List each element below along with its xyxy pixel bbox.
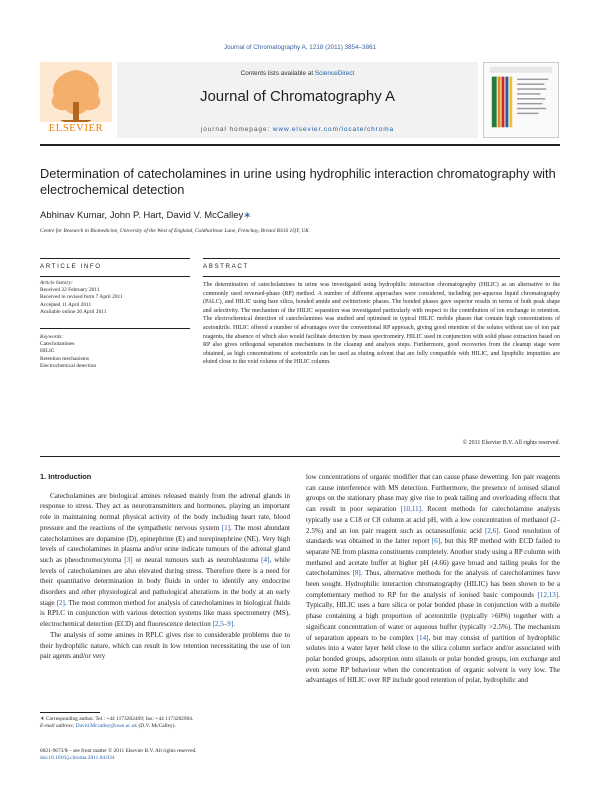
text-run: or neural tumours such as neuroblastoma <box>132 555 262 564</box>
citation-link[interactable]: [1] <box>221 523 230 532</box>
citation-link[interactable]: [3] <box>124 555 133 564</box>
abstract-heading: ABSTRACT <box>203 263 249 270</box>
keyword-item: Catecholamines <box>40 341 75 348</box>
abstract-top-rule <box>203 258 560 259</box>
authors-text: Abhinav Kumar, John P. Hart, David V. McCalley <box>40 210 244 221</box>
text-run: . The most common method for analysis of catecholamines in biological fluids is RPLC in conjunction with various detection systems like mass spectrometry (MS), electrochemical detection (ECD) and fluorescence detection <box>40 598 290 629</box>
contents-prefix: Contents lists available at <box>240 70 315 77</box>
email-line <box>40 723 280 730</box>
text-run: . The most abundant catecholamines are dopamine (D), epinephrine (E) and norepinephrine (NE). Very high levels of catecholamines in plasma and/or urine indicate tumours of the adrenal gland such as pheochromocytoma <box>40 523 290 564</box>
citation-link[interactable]: [12,13] <box>537 590 559 599</box>
citation-link[interactable]: [8] <box>352 569 361 578</box>
abstract-text: The determination of catecholamines in urine was investigated using hydrophilic interaction chromatography (HILIC) as an alternative to the commonly used reversed-phase (RP) method. A number of different approaches were considered, including per-aqueous liquid chromatography (PALC), and HILIC using bare silica, bonded amide and zwitterionic phases. The bonded phases gave superior results in terms of both peak shape and selectivity. The mechanism of the HILIC separation was investigated particularly with respect to the contribution of ion exchange to retention. The electrochemical detection of catecholamines was studied and optimised in typical HILIC mobile phases that contain high concentrations of acetonitrile. HILIC offered a number of advantages over the conventional RP approach, giving good retention of the solutes without use of ion pair reagents, the absence of which also would facilitate detection by mass spectrometry. HILIC used in conjunction with solid phase extraction based on RP also gives orthogonal separation mechanisms in the cleanup and analysis steps. Furthermore, good recoveries from the cleanup stage were obtained, as high concentrations of acetonitrile can be used as eluting solvent that are fully compatible with HILIC, and lipophilic impurities are eluted close to the void volume of the HILIC column. <box>203 282 560 366</box>
article-info-top-rule <box>40 258 190 259</box>
text-run: . Good resolution of standards was obtained in the latter report <box>306 526 560 546</box>
elsevier-wordmark: ELSEVIER <box>48 123 104 134</box>
keyword-item: HILIC <box>40 348 55 355</box>
keyword-item: Electrochemical detection <box>40 362 97 369</box>
abstract-rule <box>203 276 560 277</box>
article-info-heading: ARTICLE INFO <box>40 263 102 270</box>
intro-paragraph-3 <box>306 472 560 686</box>
article-info-rule <box>40 276 190 277</box>
citation-link[interactable]: [2,6] <box>485 526 499 535</box>
contents-available <box>117 70 478 77</box>
copyright-notice: © 2011 Elsevier B.V. All rights reserved. <box>462 440 560 446</box>
homepage-link[interactable]: www.elsevier.com/locate/chroma <box>272 126 395 133</box>
history-revised: Received in revised form 7 April 2011 <box>40 294 123 301</box>
history-label: Article history: <box>40 280 73 286</box>
history-online: Available online 20 April 2011 <box>40 308 107 315</box>
citation-link[interactable]: [2] <box>56 598 65 607</box>
sciencedirect-link[interactable]: ScienceDirect <box>314 70 355 77</box>
section-title-introduction: 1. Introduction <box>40 472 92 481</box>
history-received: Received 22 February 2011 <box>40 287 100 294</box>
citation-link[interactable]: [4] <box>261 555 270 564</box>
issn-line: 0021-9673/$ – see front matter © 2011 Elsevier B.V. All rights reserved. <box>40 748 197 754</box>
article-title: Determination of catecholamines in urine using hydrophilic interaction chromatography with electrochemical detection <box>40 166 556 197</box>
history-accepted: Accepted 11 April 2011 <box>40 301 92 308</box>
keywords-label: Keywords: <box>40 334 64 340</box>
journal-title: Journal of Chromatography A <box>199 88 396 105</box>
text-run: low concentrations of organic modifier that can cause phase dewetting. Ion pair reagents can cause interference with MS detection. Furthermore, the presence of ionised silanol groups on the stationary phase may give rise to peak tailing and overloading effects that can result in poor separation <box>306 473 560 514</box>
text-run: . <box>233 620 235 629</box>
front-matter-info <box>40 748 300 762</box>
journal-citation: Journal of Chromatography A, 1218 (2011) 3854–3861 <box>223 44 377 51</box>
journal-homepage <box>117 126 478 133</box>
abstract-bottom-rule <box>40 456 560 457</box>
intro-paragraph-2: The analysis of some amines in RPLC gives rise to considerable problems due to their hydrophilic nature, which can result in low retention necessitating the use of ion pair agents and/or very <box>40 630 290 661</box>
text-run: , but this RP method with ECD failed to separate NE from plasma constituents completely. Another study using a RP column with methanol and acetate buffer at higher pH (4.66) gave broad and tailing peaks for the catecholamines <box>306 537 560 578</box>
header-rule <box>40 144 560 146</box>
doi-link[interactable]: doi:10.1016/j.chroma.2011.04.034 <box>40 755 115 762</box>
intro-paragraph-1 <box>40 491 290 630</box>
text-run: , while levels of catecholamines are also elevated during stress. Therefore there is a need for their quantitative determination in body fluids in order to identify any endocrine disorders and other physiological and pathological alterations in the body at an early stage <box>40 555 290 607</box>
keyword-item: Retention mechanisms <box>40 355 89 362</box>
text-run: . Typically, HILIC uses a bare silica or polar bonded phase in conjunction with a mobile phase containing a high proportion of acetonitrile (typically >60%) together with a significant concentration of water or aqueous buffer (typically >2.5%). The mechanism of separation appears to be complex <box>306 590 560 642</box>
keywords-block <box>40 334 190 370</box>
corresponding-footnote <box>40 716 280 730</box>
citation-link[interactable]: [6] <box>431 537 441 546</box>
citation-link[interactable]: [14] <box>416 633 429 642</box>
citation-link[interactable]: [2,5–9] <box>212 620 234 629</box>
text-run: . Recent methods for catecholamine analysis typically use a C18 or C8 column at acid pH, with a low concentration of methanol (2–2.5%) and an ion pair reagent such as octanesulfonic acid <box>306 505 560 535</box>
text-run: . Thus, alternative methods for the analysis of catecholamines have been sought. Hydrophilic interaction chromatography (HILIC) has been shown to be a complementary method to RP for the analysis of ionised basic compounds <box>306 569 560 599</box>
affiliation: Centre for Research in Biomedicine, University of the West of England, Coldharbour Lane, Frenchay, Bristol BS16 1QY, UK <box>40 228 309 234</box>
corresponding-author-mark[interactable]: ∗ <box>243 210 252 221</box>
homepage-label: journal homepage: <box>200 126 273 133</box>
journal-cover-thumbnail <box>483 62 559 138</box>
body-right-column <box>306 472 560 686</box>
corresponding-author-note: ∗ Corresponding author. Tel.: +44 1173282469; fax: +44 1173282904. <box>40 716 194 722</box>
body-left-column <box>40 472 290 662</box>
article-history <box>40 280 190 316</box>
email-link[interactable]: David.Mccalley@uwe.ac.uk <box>75 723 138 730</box>
footnote-rule <box>40 712 100 713</box>
citation-link[interactable]: [10,11] <box>400 505 422 514</box>
text-run: Catecholamines are biological amines released mainly from the adrenal glands in response to stress. They act as neurotransmitters and hormones, playing an important role in maintaining normal physical activity of the body including heart rate, blood pressure and the reactions of the sympathetic nervous system <box>40 491 290 532</box>
author-list <box>40 210 560 221</box>
keywords-rule <box>40 328 190 329</box>
email-suffix: (D.V. McCalley). <box>137 723 176 730</box>
email-label: E-mail address: <box>40 723 76 730</box>
text-run: , but may consist of partition of hydrophilic solutes into a water layer held close to the silica column surface and/or associated with polar bonded groups, adsorption onto silanols or polar bonded groups, ion exchange and even some RP behaviour when the concentration of organic solvent is very low. The advantages of HILIC over RP include good retention of polar, hydrophilic and <box>306 633 560 685</box>
